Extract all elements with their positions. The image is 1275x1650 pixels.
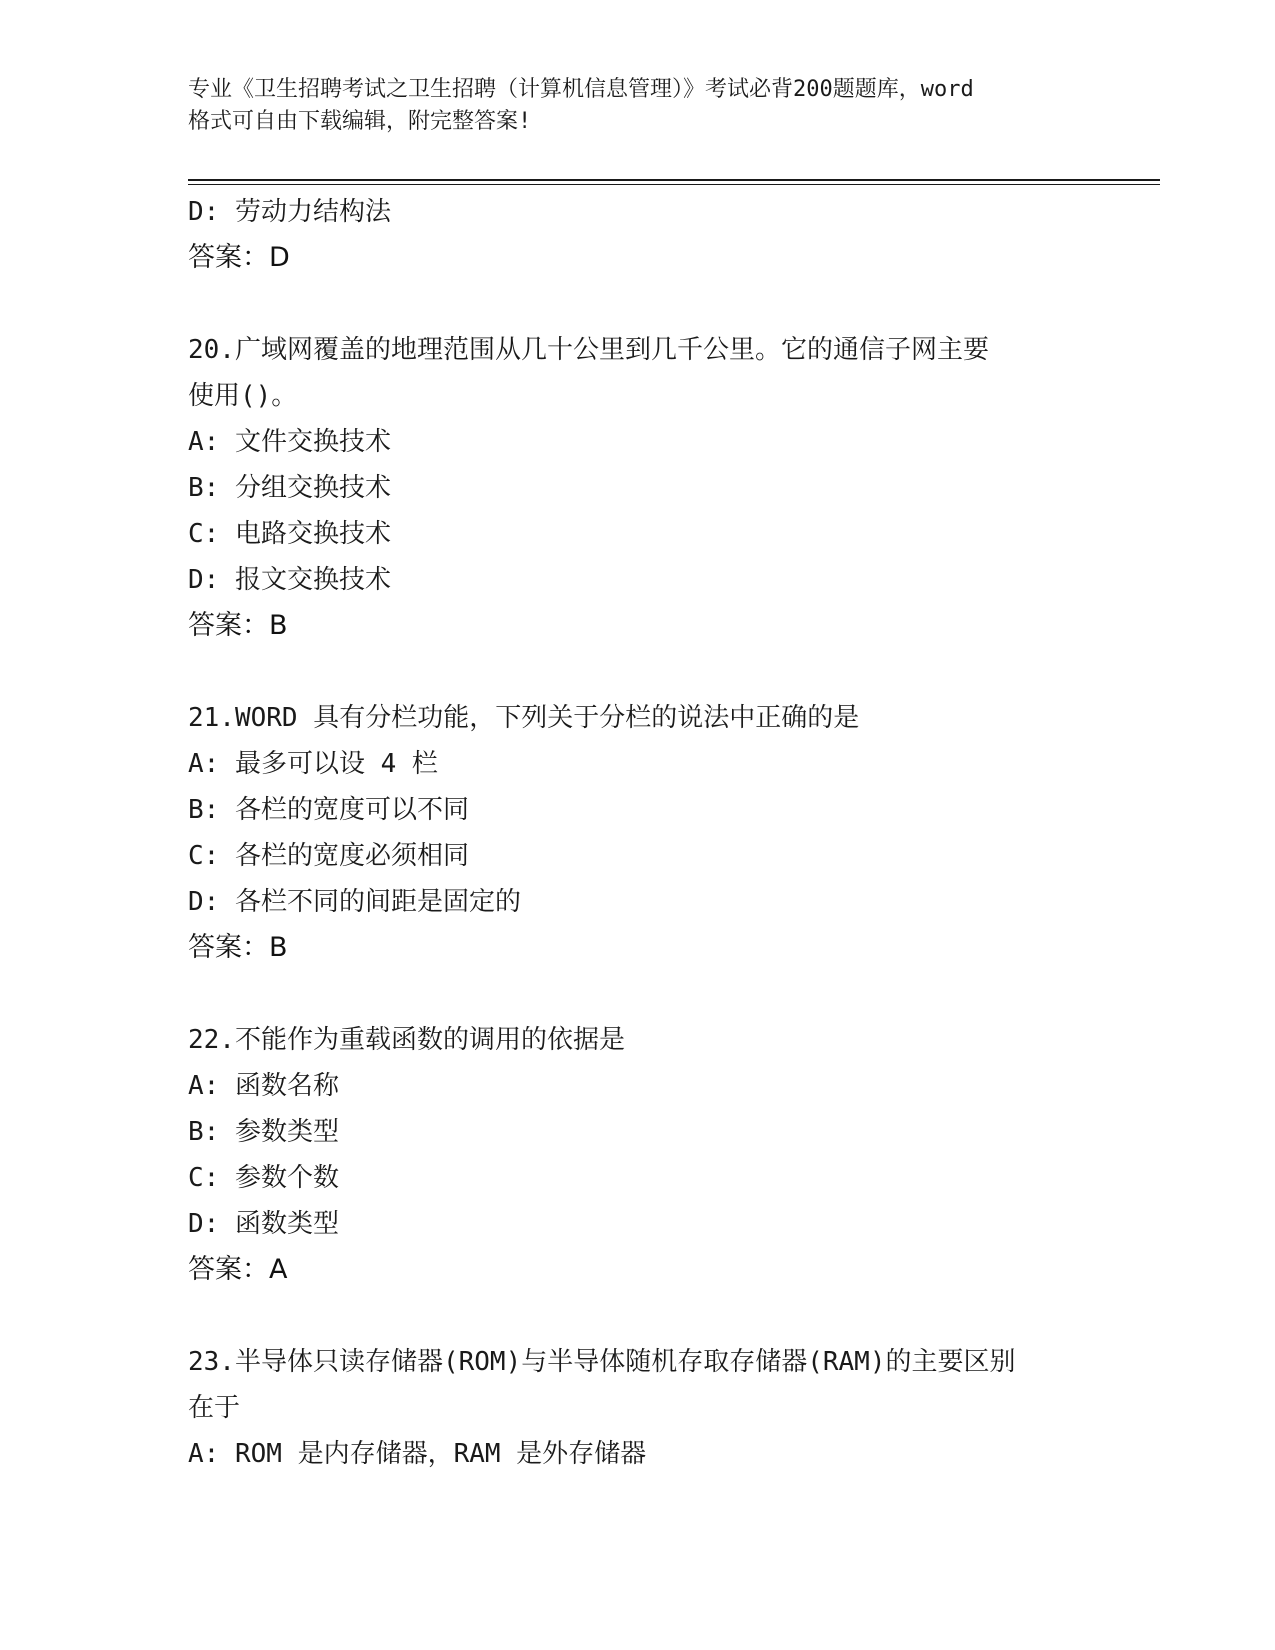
block-spacer — [188, 649, 1088, 695]
header-divider-thin — [188, 184, 1160, 185]
question-list — [188, 189, 1088, 1477]
option-a: A: ROM 是内存储器，RAM 是外存储器 — [188, 1439, 647, 1469]
option-c: C: 各栏的宽度必须相同 — [188, 841, 469, 871]
question-text: 20.广域网覆盖的地理范围从几十公里到几千公里。它的通信子网主要 — [188, 335, 989, 365]
option-d: D: 函数类型 — [188, 1209, 339, 1239]
option-c: C: 电路交换技术 — [188, 519, 391, 549]
option-d: D: 劳动力结构法 — [188, 197, 391, 227]
option-a: A: 函数名称 — [188, 1071, 339, 1101]
question-text: 23.半导体只读存储器(ROM)与半导体随机存取存储器(RAM)的主要区别 — [188, 1347, 1016, 1377]
option-b: B: 分组交换技术 — [188, 473, 391, 503]
option-b: B: 参数类型 — [188, 1117, 339, 1147]
question-text: 21.WORD 具有分栏功能，下列关于分栏的说法中正确的是 — [188, 703, 860, 733]
header-line-1: 专业《卫生招聘考试之卫生招聘（计算机信息管理）》考试必背200题题库，word — [188, 77, 974, 102]
question-block-21 — [188, 695, 1088, 971]
block-spacer — [188, 971, 1088, 1017]
question-block-19 — [188, 189, 1088, 281]
question-text-continued: 使用()。 — [188, 381, 298, 411]
document-header — [188, 74, 1108, 138]
block-spacer — [188, 1293, 1088, 1339]
answer-line: 答案：A — [188, 1254, 288, 1285]
option-a: A: 文件交换技术 — [188, 427, 391, 457]
option-a: A: 最多可以设 4 栏 — [188, 749, 438, 779]
option-c: C: 参数个数 — [188, 1163, 339, 1193]
question-block-23 — [188, 1339, 1088, 1477]
option-b: B: 各栏的宽度可以不同 — [188, 795, 469, 825]
answer-line: 答案：D — [188, 242, 290, 273]
answer-line: 答案：B — [188, 610, 288, 641]
header-line-2: 格式可自由下载编辑，附完整答案! — [188, 109, 532, 134]
option-d: D: 各栏不同的间距是固定的 — [188, 887, 521, 917]
question-block-22 — [188, 1017, 1088, 1293]
question-block-20 — [188, 327, 1088, 649]
block-spacer — [188, 281, 1088, 327]
question-text-continued: 在于 — [188, 1393, 241, 1423]
header-divider-thick — [188, 179, 1160, 181]
question-text: 22.不能作为重载函数的调用的依据是 — [188, 1025, 625, 1055]
option-d: D: 报文交换技术 — [188, 565, 391, 595]
answer-line: 答案：B — [188, 932, 288, 963]
